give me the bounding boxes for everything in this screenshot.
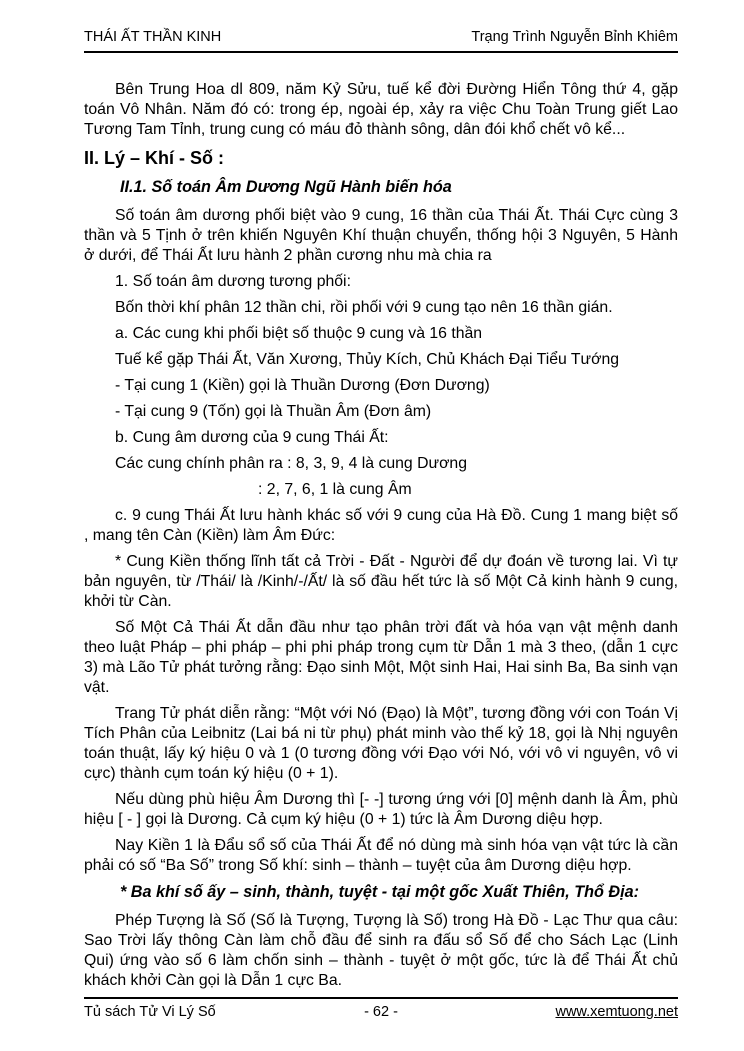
list-item: - Tại cung 1 (Kiền) gọi là Thuần Dương (Đơn Dương) [115,377,490,394]
list-item: b. Cung âm dương của 9 cung Thái Ất: [115,429,389,446]
list-item: Bốn thời khí phân 12 thần chi, rồi phối với 9 cung tạo nên 16 thần gián. [115,299,613,316]
list-item: Các cung chính phân ra : 8, 3, 9, 4 là cung Dương [115,455,468,472]
header-book-title: THÁI ẤT THẦN KINH [84,29,222,45]
paragraph: Trang Tử phát diễn rằng: “Một với Nó (Đạo) là Một”, tương đồng với con Toán Vị Tích Phân của Leibnitz (Lai bá ni từ phụ) phát minh vào thế kỷ 18, gọi là Nhị nguyên toán thuật, lấy ký hiệu 0 và 1 (0 tương đồng với Đạo với Nó, với vô vi nguyên, vô vi cực) thành cụm toán ký hiệu (0 + 1). [84,705,678,782]
footer-page-number: - 62 - [364,1004,398,1020]
paragraph: * Cung Kiền thống lĩnh tất cả Trời - Đất - Người để dự đoán về tương lai. Vì tự bản nguyên, từ /Thái/ là /Kinh/-/Ất/ là số đầu hết tức là số Một Cả kinh hành 9 cung, khởi từ Càn. [84,553,678,610]
subsection-heading: * Ba khí số ấy – sinh, thành, tuyệt - tại một gốc Xuất Thiên, Thổ Địa: [120,883,639,901]
paragraph: Phép Tượng là Số (Số là Tượng, Tượng là Số) trong Hà Đồ - Lạc Thư qua câu: Sao Trời lấy thông Càn làm chỗ đầu để sinh ra đấu sổ Số để cho Sách Lạc (Linh Qui) ứng vào số 6 làm chốn sinh – thành - tuyệt ở một gốc, tức là để Thái Ất chủ khách khởi Càn gọi là Dẫn 1 cực Ba. [84,912,678,989]
paragraph: Số toán âm dương phối biệt vào 9 cung, 16 thần của Thái Ất. Thái Cực cùng 3 thần và 5 Tịnh ở trên khiến Nguyên Khí thuận chuyển, thống hội 3 Nguyên, 5 Hành ở dưới, để Thái Ất lưu hành 2 phần cương nhu mà chia ra [84,207,678,264]
header-author: Trạng Trình Nguyễn Bỉnh Khiêm [471,29,678,45]
paragraph: Số Một Cả Thái Ất dẫn đầu như tạo phân trời đất và hóa vạn vật mệnh danh theo luật Pháp – phi pháp – phi phi pháp trong cụm từ Dẫn 1 mà 3 theo, (dẫn 1 cực 3) mà Lão Tử phát tưởng rằng: Đạo sinh Một, Một sinh Hai, Hai sinh Ba, Ba sinh vạn vật. [84,619,678,696]
footer-series-title: Tủ sách Tử Vi Lý Số [84,1004,216,1020]
page-header [84,29,678,53]
page-footer [84,997,678,1020]
paragraph: Nếu dùng phù hiệu Âm Dương thì [- -] tương ứng với [0] mệnh danh là Âm, phù hiệu [ - ] gọi là Dương. Cả cụm ký hiệu (0 + 1) tức là Âm Dương diệu hợp. [84,791,678,828]
intro-paragraph: Bên Trung Hoa dl 809, năm Kỷ Sửu, tuế kể đời Đường Hiển Tông thứ 4, gặp toán Vô Nhân. Năm đó có: trong ép, ngoài ép, xảy ra việc Chu Toàn Trung giết Lao Tương Tam Tỉnh, trung cung có máu đỏ thành sông, dân đói khổ chết vô kể... [84,81,678,138]
subsection-heading: II.1. Số toán Âm Dương Ngũ Hành biến hóa [120,178,452,196]
section-heading: II. Lý – Khí - Số : [84,148,225,168]
paragraph: Nay Kiền 1 là Đẩu sổ số của Thái Ất để nó dùng mà sinh hóa vạn vật tức là cần phải có số “Ba Số” trong Số khí: sinh – thành – tuyệt của âm Dương diệu hợp. [84,837,678,874]
list-item-continuation: : 2, 7, 6, 1 là cung Âm [258,481,412,498]
paragraph: c. 9 cung Thái Ất lưu hành khác số với 9 cung của Hà Đồ. Cung 1 mang biệt số , mang tên Càn (Kiền) làm Âm Đức: [84,507,678,544]
list-item: a. Các cung khi phối biệt số thuộc 9 cung và 16 thần [115,325,483,342]
footer-website-link[interactable]: www.xemtuong.net [555,1004,678,1020]
list-item: 1. Số toán âm dương tương phối: [115,273,351,290]
list-item: - Tại cung 9 (Tốn) gọi là Thuần Âm (Đơn âm) [115,403,432,420]
list-item: Tuế kể gặp Thái Ất, Văn Xương, Thủy Kích, Chủ Khách Đại Tiểu Tướng [115,351,620,368]
document-body [84,80,678,997]
